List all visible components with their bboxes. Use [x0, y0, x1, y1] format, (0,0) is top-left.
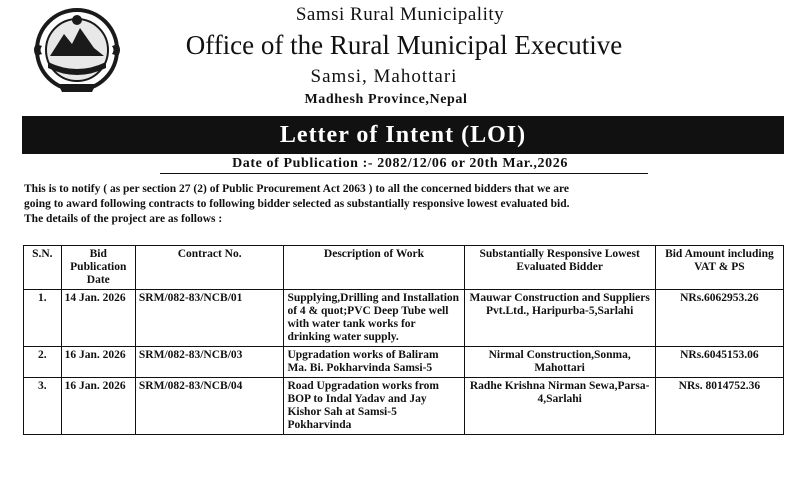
cell-bidder: Nirmal Construction,Sonma, Mahottari — [464, 347, 655, 378]
cell-description: Supplying,Drilling and Installation of 4 & quot;PVC Deep Tube well with water tank works for drinking water supply. — [284, 290, 464, 347]
document-title: Letter of Intent (LOI) — [22, 116, 784, 154]
table-row — [24, 347, 784, 378]
cell-bidder: Radhe Krishna Nirman Sewa,Parsa-4,Sarlahi — [464, 378, 655, 435]
cell-bidder: Mauwar Construction and Suppliers Pvt.Ltd., Haripurba-5,Sarlahi — [464, 290, 655, 347]
header-contract-no: Contract No. — [135, 246, 284, 290]
cell-contract-no: SRM/082-83/NCB/03 — [135, 347, 284, 378]
cell-description: Upgradation works of Baliram Ma. Bi. Pokharvinda Samsi-5 — [284, 347, 464, 378]
header-sn: S.N. — [24, 246, 62, 290]
cell-amount: NRs.6062953.26 — [655, 290, 783, 347]
district-name: Samsi, Mahottari — [310, 66, 458, 87]
intro-line: going to award following contracts to following bidder selected as substantially responsive lowest evaluated bid. — [24, 198, 570, 210]
contracts-table — [23, 245, 784, 435]
header-bidder: Substantially Responsive Lowest Evaluated Bidder — [464, 246, 655, 290]
municipality-name: Samsi Rural Municipality — [295, 4, 505, 25]
table-row — [24, 378, 784, 435]
cell-description: Road Upgradation works from BOP to Indal Yadav and Jay Kishor Sah at Samsi-5 Pokharvinda — [284, 378, 464, 435]
publication-date-underline — [160, 173, 648, 174]
table-header-row — [24, 246, 784, 290]
cell-sn: 1. — [24, 290, 62, 347]
province-name: Madhesh Province,Nepal — [304, 92, 468, 107]
cell-date: 16 Jan. 2026 — [61, 347, 135, 378]
header-description: Description of Work — [284, 246, 464, 290]
publication-date: Date of Publication :- 2082/12/06 or 20th Mar.,2026 — [232, 156, 568, 171]
header-bid-amount: Bid Amount including VAT & PS — [655, 246, 783, 290]
cell-amount: NRs. 8014752.36 — [655, 378, 783, 435]
intro-line: This is to notify ( as per section 27 (2) of Public Procurement Act 2063 ) to all the concerned bidders that we are — [24, 183, 570, 195]
office-name: Office of the Rural Municipal Executive — [185, 30, 623, 60]
cell-sn: 2. — [24, 347, 62, 378]
table-row — [24, 290, 784, 347]
cell-date: 16 Jan. 2026 — [61, 378, 135, 435]
cell-date: 14 Jan. 2026 — [61, 290, 135, 347]
cell-amount: NRs.6045153.06 — [655, 347, 783, 378]
intro-line: The details of the project are as follows : — [24, 213, 223, 225]
intro-paragraph — [24, 182, 794, 227]
cell-contract-no: SRM/082-83/NCB/01 — [135, 290, 284, 347]
cell-sn: 3. — [24, 378, 62, 435]
header-bid-date: Bid Publication Date — [61, 246, 135, 290]
cell-contract-no: SRM/082-83/NCB/04 — [135, 378, 284, 435]
